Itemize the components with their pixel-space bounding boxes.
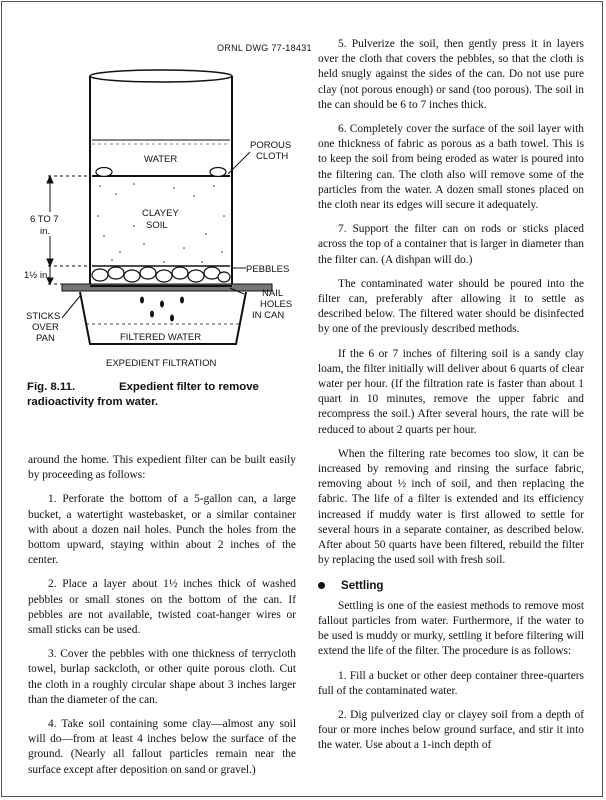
figure-caption-text: Expedient filter to remove radioactivity from water. (27, 381, 259, 408)
paragraph: 3. Cover the pebbles with one thickness of terrycloth towel, burlap sackcloth, or other quite porous cloth. Cut the cloth in a roughly circular shape about 3 inches larger than the diameter of the can. (28, 648, 296, 706)
left-column (28, 453, 296, 787)
sticks-over-pan (62, 284, 272, 291)
label-holes: HOLES (260, 299, 293, 310)
water-drips (140, 297, 184, 322)
paragraph: 2. Place a layer about 1½ inches thick of washed pebbles or small stones on the bottom of the can. If pebbles are not available, twisted coat-hanger wires or small sticks can be used. (28, 578, 296, 637)
label-water: WATER (144, 154, 178, 165)
paragraph: 1. Fill a bucket or other deep container three-quarters full of the contaminated water. (318, 669, 584, 697)
water-layer (92, 140, 230, 144)
label-depth-unit: in. (40, 226, 51, 237)
paragraph: 5. Pulverize the soil, then gently press it in layers over the cloth that covers the pebbles, so that the cloth is held snugly against the sides of the can. Do not use pure clay (not porous enough) or sand (too porous). The soil in the can should be 6 to 7 inches thick. (318, 38, 584, 111)
figure-number: Fig. 8.11. (27, 381, 76, 393)
filter-diagram-svg (24, 56, 300, 371)
label-clayey: CLAYEY (142, 208, 179, 219)
settling-heading (318, 578, 584, 593)
settling-heading-text: Settling (341, 578, 384, 592)
label-soil: SOIL (146, 220, 168, 231)
label-depth: 6 TO 7 (30, 214, 59, 225)
paragraph: 7. Support the filter can on rods or sticks placed across the top of a container that is larger in diameter than the filter can. (A dishpan will do.) (318, 223, 584, 266)
label-porous: POROUS (250, 140, 292, 151)
paragraph: 6. Completely cover the surface of the soil layer with one thickness of fabric as porous as a bath towel. This is to keep the soil from being eroded as water is poured into the filtering can. The cloth also will remove some of the particles from the water. A dozen small stones placed on the cloth near its edges will secure it adequately. (318, 123, 584, 212)
label-nail: NAIL (262, 288, 284, 299)
paragraph: If the 6 or 7 inches of filtering soil is a sandy clay loam, the filter initially will deliver about 6 quarts of clear water per hour. (If the filtration rate is faster than about 1 quart in 10 minutes, remove the upper fabric and recompress the soil.) After several hours, the rate will be reduced to about 2 quarts per hour. (318, 347, 584, 436)
label-pebbles: PEBBLES (246, 264, 290, 275)
paragraph: 2. Dig pulverized clay or clayey soil from a depth of four or more inches below ground surface, and stir it into the water. Use about a 1-inch depth of (318, 708, 584, 752)
pebble-layer (92, 266, 230, 282)
label-filtered-water: FILTERED WATER (120, 332, 202, 343)
right-column (318, 37, 584, 763)
bullet-icon (318, 582, 325, 589)
paragraph: Settling is one of the easiest methods to remove most fallout particles from water. Furthermore, if the water to be used is muddy or murky, settling it before filtering will extend the life of the filter. The procedure is as follows: (318, 599, 584, 658)
paragraph: When the filtering rate becomes too slow, it can be increased by removing and rinsing the surface fabric, removing about ½ inch of soil, and then replacing the fabric. The life of a filter is extended and its efficiency increased if muddy water is first allowed to settle for several hours in a separate container, as described below. After about 50 quarts have been filtered, rebuild the filter by replacing the used soil with fresh soil. (318, 447, 584, 567)
filter-diagram (24, 56, 300, 371)
figure-caption (27, 380, 295, 410)
paragraph: 4. Take soil containing some clay—almost any soil will do—from at least 4 inches below the surface of the ground. (Nearly all fallout particles remain near the surface except after deposition on sand or gravel.) (28, 718, 296, 776)
label-pan: PAN (36, 333, 55, 344)
label-over: OVER (32, 322, 59, 333)
dimension-markers (47, 176, 88, 284)
paragraph: The contaminated water should be poured into the filter can, preferably after allowing it to settle as described below. The filtered water should be disinfected by one of the previously described methods. (318, 277, 584, 336)
label-pebble-depth: 1½ in. (24, 270, 50, 281)
top-cloth (92, 168, 230, 177)
paragraph: 1. Perforate the bottom of a 5-gallon can, a large bucket, a watertight wastebasket, or a similar container with about a dozen nail holes. Punch the holes from the bottom upward, staying within about 2 inches of the center. (28, 493, 296, 567)
label-sticks: STICKS (26, 311, 61, 322)
figure-title: EXPEDIENT FILTRATION (106, 358, 217, 369)
label-cloth: CLOTH (256, 151, 289, 162)
drawing-number: ORNL DWG 77-18431 (217, 43, 312, 53)
paragraph: around the home. This expedient filter can be built easily by proceeding as follows: (28, 454, 296, 482)
label-in-can: IN CAN (252, 310, 285, 321)
